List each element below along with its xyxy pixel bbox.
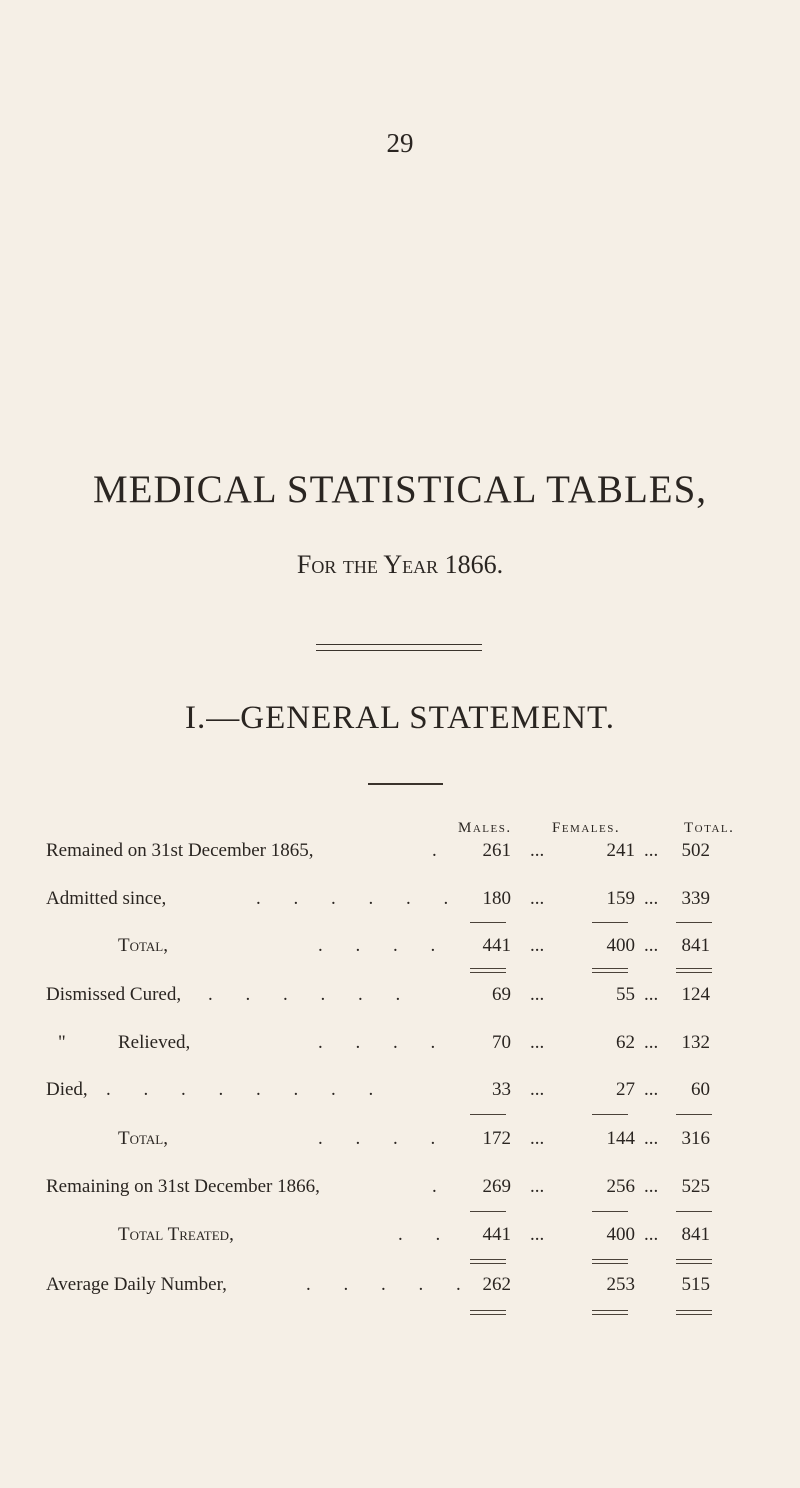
column-rule	[676, 1114, 712, 1115]
column-double-rule	[470, 1259, 506, 1264]
leader-dots: ...	[644, 984, 659, 1005]
row-leader: . . . . . .	[256, 888, 463, 909]
cell-males: 70	[492, 1032, 511, 1053]
column-rule	[676, 922, 712, 923]
table-row	[0, 1176, 800, 1206]
cell-males: 180	[482, 888, 511, 909]
leader-dots: ...	[644, 1032, 659, 1053]
row-leader: . . . . .	[306, 1274, 475, 1295]
row-label: Total Treated,	[118, 1224, 234, 1245]
section-title: I.—GENERAL STATEMENT.	[185, 700, 615, 736]
row-label: Total,	[118, 1128, 168, 1149]
leader-dots: ...	[530, 984, 545, 1005]
column-double-rule	[676, 1310, 712, 1315]
page-number: 29	[386, 128, 414, 158]
table-row	[0, 1079, 800, 1109]
table-row	[0, 888, 800, 918]
cell-females: 400	[606, 935, 635, 956]
row-leader: .	[432, 1176, 451, 1197]
ditto-mark: "	[58, 1032, 66, 1053]
main-title: MEDICAL STATISTICAL TABLES,	[92, 468, 708, 511]
leader-dots: ...	[530, 1224, 545, 1245]
table-row	[0, 840, 800, 870]
row-label: Total,	[118, 935, 168, 956]
column-rule	[592, 1114, 628, 1115]
row-leader: . . . . . . . .	[106, 1079, 388, 1100]
cell-males: 261	[482, 840, 511, 861]
cell-males: 441	[482, 1224, 511, 1245]
cell-males: 172	[482, 1128, 511, 1149]
column-double-rule	[676, 968, 712, 973]
leader-dots: ...	[530, 1176, 545, 1197]
double-rule-divider	[316, 644, 482, 651]
cell-total: 339	[681, 888, 710, 909]
leader-dots: ...	[644, 840, 659, 861]
column-rule	[676, 1211, 712, 1212]
cell-total: 841	[681, 1224, 710, 1245]
cell-total: 502	[681, 840, 710, 861]
column-double-rule	[592, 1259, 628, 1264]
cell-females: 256	[606, 1176, 635, 1197]
cell-total: 525	[681, 1176, 710, 1197]
column-rule	[470, 1114, 506, 1115]
row-label: Remained on 31st December 1865,	[46, 840, 314, 861]
leader-dots: ...	[530, 935, 545, 956]
leader-dots: ...	[530, 1032, 545, 1053]
leader-dots: ...	[530, 1128, 545, 1149]
cell-females: 144	[606, 1128, 635, 1149]
column-rule	[470, 1211, 506, 1212]
column-header-total: Total.	[684, 820, 735, 836]
column-double-rule	[470, 968, 506, 973]
column-rule	[592, 922, 628, 923]
cell-females: 55	[616, 984, 635, 1005]
row-label: Admitted since,	[46, 888, 167, 909]
leader-dots: ...	[530, 888, 545, 909]
row-label: Relieved,	[118, 1032, 191, 1053]
leader-dots: ...	[644, 1128, 659, 1149]
cell-total: 60	[691, 1079, 710, 1100]
cell-total: 124	[681, 984, 710, 1005]
leader-dots: ...	[644, 935, 659, 956]
row-label: Dismissed Cured,	[46, 984, 182, 1005]
cell-males: 262	[482, 1274, 511, 1295]
row-leader: . . . .	[318, 935, 450, 956]
cell-males: 69	[492, 984, 511, 1005]
leader-dots: ...	[530, 840, 545, 861]
row-label: Died,	[46, 1079, 88, 1100]
leader-dots: ...	[644, 1176, 659, 1197]
table-row	[0, 935, 800, 965]
cell-total: 515	[681, 1274, 710, 1295]
column-rule	[592, 1211, 628, 1212]
cell-total: 132	[681, 1032, 710, 1053]
row-leader: . . . . . .	[208, 984, 415, 1005]
column-header-males: Males.	[458, 820, 512, 836]
cell-males: 441	[482, 935, 511, 956]
leader-dots: ...	[644, 1079, 659, 1100]
cell-total: 316	[681, 1128, 710, 1149]
table-row	[0, 1032, 800, 1062]
row-leader: . . . .	[318, 1032, 450, 1053]
cell-females: 27	[616, 1079, 635, 1100]
cell-females: 241	[606, 840, 635, 861]
table-row	[0, 1128, 800, 1158]
cell-females: 253	[606, 1274, 635, 1295]
row-label: Remaining on 31st December 1866,	[46, 1176, 320, 1197]
column-double-rule	[592, 968, 628, 973]
short-rule-divider	[368, 783, 443, 785]
leader-dots: ...	[644, 1224, 659, 1245]
cell-males: 33	[492, 1079, 511, 1100]
cell-males: 269	[482, 1176, 511, 1197]
row-leader: . . . .	[318, 1128, 450, 1149]
row-leader: .	[432, 840, 451, 861]
cell-females: 159	[606, 888, 635, 909]
column-rule	[470, 922, 506, 923]
cell-females: 400	[606, 1224, 635, 1245]
cell-females: 62	[616, 1032, 635, 1053]
row-label: Average Daily Number,	[46, 1274, 227, 1295]
leader-dots: ...	[644, 888, 659, 909]
column-double-rule	[676, 1259, 712, 1264]
table-row	[0, 1274, 800, 1304]
column-double-rule	[592, 1310, 628, 1315]
row-leader: . .	[398, 1224, 455, 1245]
column-header-females: Females.	[552, 820, 621, 836]
leader-dots: ...	[530, 1079, 545, 1100]
table-row	[0, 1224, 800, 1254]
column-double-rule	[470, 1310, 506, 1315]
subtitle: For the Year 1866.	[296, 550, 504, 579]
cell-total: 841	[681, 935, 710, 956]
table-row	[0, 984, 800, 1014]
